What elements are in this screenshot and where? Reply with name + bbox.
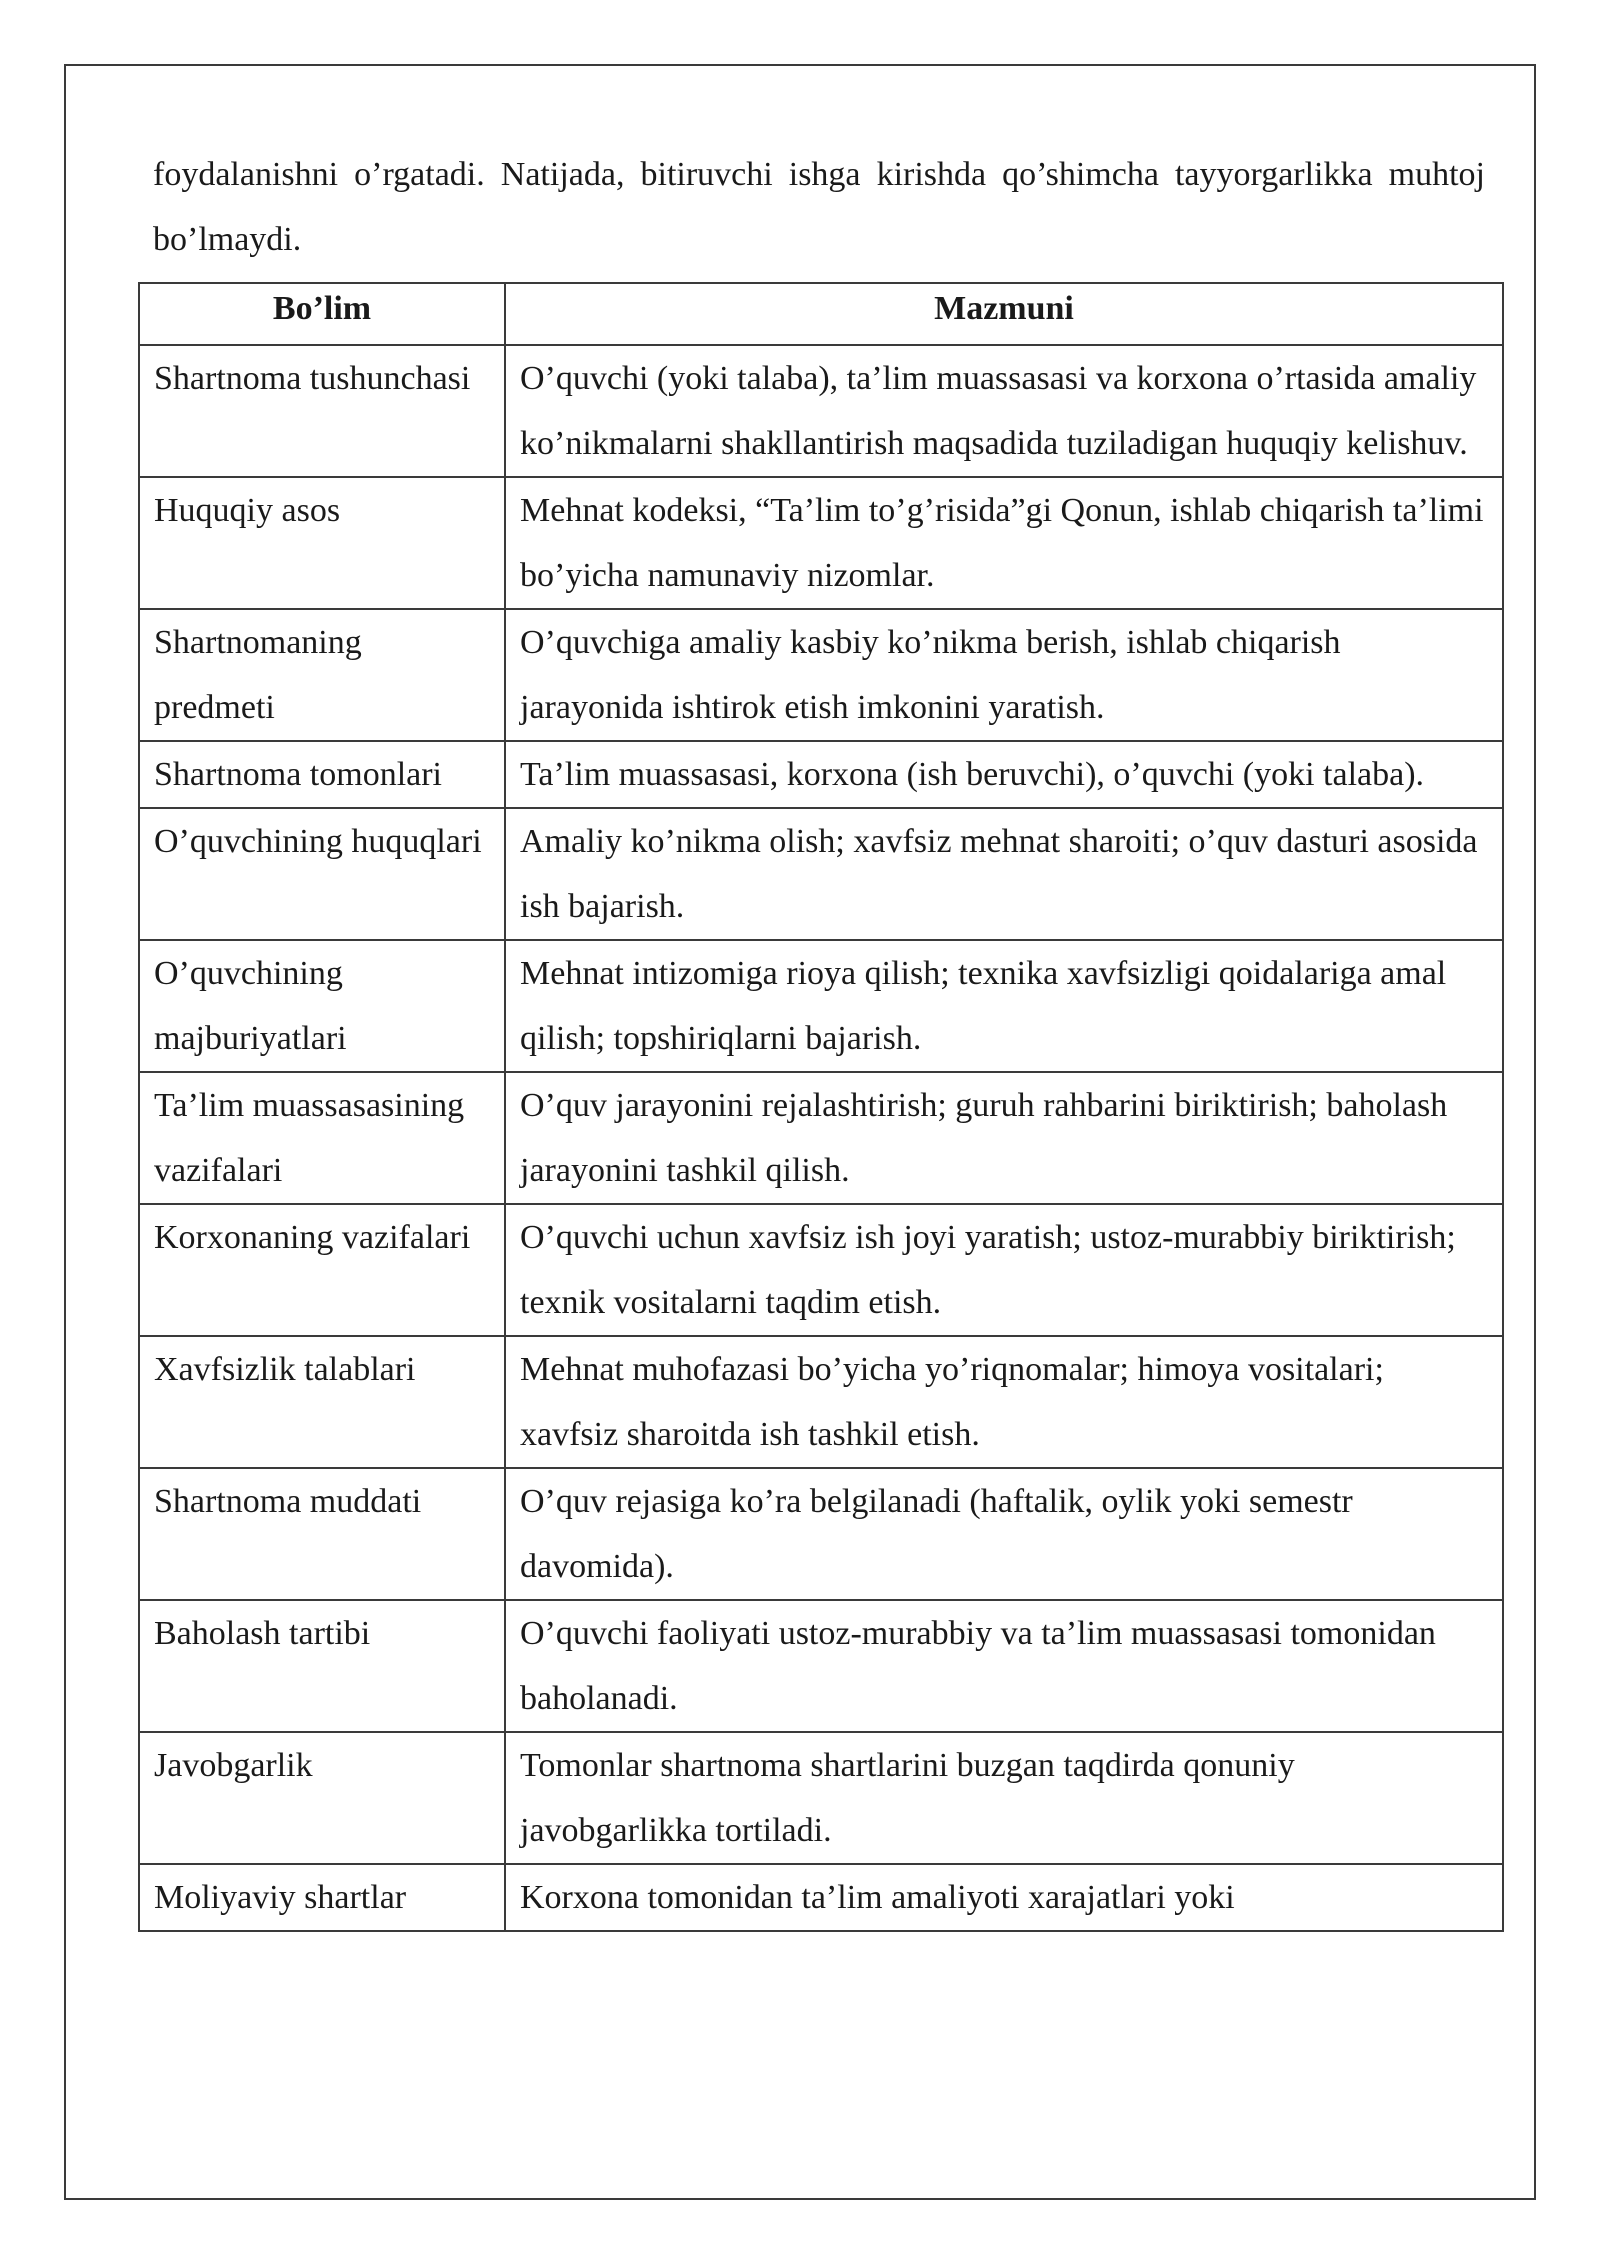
- row-content: Mehnat muhofazasi bo’yicha yo’riqnomalar; himoya vositalari; xavfsiz sharoitda ish tashkil etish.: [505, 1336, 1503, 1468]
- header-section: Bo’lim: [139, 283, 505, 345]
- header-content: Mazmuni: [505, 283, 1503, 345]
- row-content: Amaliy ko’nikma olish; xavfsiz mehnat sharoiti; o’quv dasturi asosida ish bajarish.: [505, 808, 1503, 940]
- row-section: O’quvchining majburiyatlari: [139, 940, 505, 1072]
- row-content: O’quv jarayonini rejalashtirish; guruh rahbarini biriktirish; baholash jarayonini tashkil qilish.: [505, 1072, 1503, 1204]
- row-section: O’quvchining huquqlari: [139, 808, 505, 940]
- row-section: Ta’lim muassasasining vazifalari: [139, 1072, 505, 1204]
- table-row: [139, 1468, 1503, 1600]
- table-row: [139, 345, 1503, 477]
- row-content: O’quvchiga amaliy kasbiy ko’nikma berish, ishlab chiqarish jarayonida ishtirok etish imkonini yaratish.: [505, 609, 1503, 741]
- table-row: [139, 477, 1503, 609]
- table-header-row: [139, 283, 1503, 345]
- row-content: Korxona tomonidan ta’lim amaliyoti xarajatlari yoki: [505, 1864, 1503, 1931]
- intro-paragraph: foydalanishni o’rgatadi. Natijada, bitiruvchi ishga kirishda qo’shimcha tayyorgarlikka muhtoj bo’lmaydi.: [153, 156, 1485, 258]
- row-content: Ta’lim muassasasi, korxona (ish beruvchi), o’quvchi (yoki talaba).: [505, 741, 1503, 808]
- row-section: Korxonaning vazifalari: [139, 1204, 505, 1336]
- row-section: Huquqiy asos: [139, 477, 505, 609]
- table-row: [139, 1204, 1503, 1336]
- row-content: Tomonlar shartnoma shartlarini buzgan taqdirda qonuniy javobgarlikka tortiladi.: [505, 1732, 1503, 1864]
- table-row: [139, 1600, 1503, 1732]
- table-row: [139, 1732, 1503, 1864]
- row-content: O’quvchi (yoki talaba), ta’lim muassasasi va korxona o’rtasida amaliy ko’nikmalarni shakllantirish maqsadida tuziladigan huquqiy kelishuv.: [505, 345, 1503, 477]
- row-section: Shartnoma muddati: [139, 1468, 505, 1600]
- table-row: [139, 741, 1503, 808]
- row-section: Xavfsizlik talablari: [139, 1336, 505, 1468]
- row-section: Shartnoma tushunchasi: [139, 345, 505, 477]
- row-section: Javobgarlik: [139, 1732, 505, 1864]
- row-section: Baholash tartibi: [139, 1600, 505, 1732]
- table-row: [139, 1864, 1503, 1931]
- contract-table: [138, 282, 1504, 1932]
- row-content: O’quvchi uchun xavfsiz ish joyi yaratish; ustoz-murabbiy biriktirish; texnik vositalarni taqdim etish.: [505, 1204, 1503, 1336]
- table-row: [139, 609, 1503, 741]
- row-section: Shartnoma tomonlari: [139, 741, 505, 808]
- row-content: O’quvchi faoliyati ustoz-murabbiy va ta’lim muassasasi tomonidan baholanadi.: [505, 1600, 1503, 1732]
- row-content: O’quv rejasiga ko’ra belgilanadi (haftalik, oylik yoki semestr davomida).: [505, 1468, 1503, 1600]
- row-content: Mehnat kodeksi, “Ta’lim to’g’risida”gi Qonun, ishlab chiqarish ta’limi bo’yicha namunaviy nizomlar.: [505, 477, 1503, 609]
- table-row: [139, 1072, 1503, 1204]
- row-section: Shartnomaning predmeti: [139, 609, 505, 741]
- row-section: Moliyaviy shartlar: [139, 1864, 505, 1931]
- row-content: Mehnat intizomiga rioya qilish; texnika xavfsizligi qoidalariga amal qilish; topshiriqlarni bajarish.: [505, 940, 1503, 1072]
- table-row: [139, 808, 1503, 940]
- table-row: [139, 1336, 1503, 1468]
- table-row: [139, 940, 1503, 1072]
